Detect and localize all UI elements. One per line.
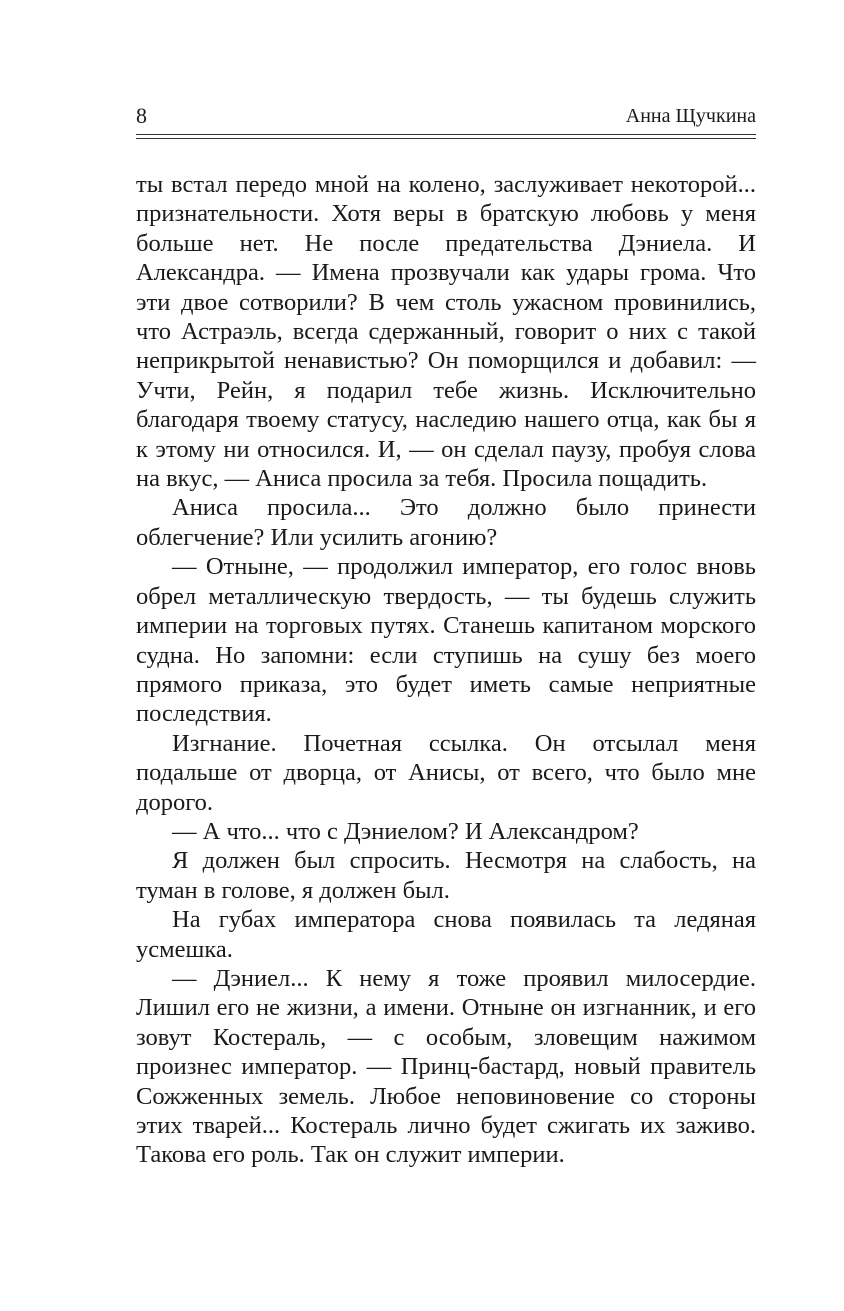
paragraph: ты встал передо мной на колено, заслуживает некоторой... признательности. Хотя веры в братскую любовь у меня больше нет. Не после предательства Дэниела. И Александра. — Имена прозвучали как удары грома. Что эти двое сотворили? В чем столь ужасном провинились, что Астраэль, всегда сдержанный, говорит о них с такой неприкрытой ненавистью? Он поморщился и добавил: — Учти, Рейн, я подарил тебе жизнь. Исключительно благодаря твоему статусу, наследию нашего отца, как бы я к этому ни относился. И, — он сделал паузу, пробуя слова на вкус, — Аниса просила за тебя. Просила пощадить. [136, 171, 756, 493]
paragraph: На губах императора снова появилась та ледяная усмешка. [136, 906, 756, 963]
paragraph: Изгнание. Почетная ссылка. Он отсылал меня подальше от дворца, от Анисы, от всего, что было мне дорого. [136, 729, 756, 816]
page-number: 8 [136, 103, 147, 128]
running-header [136, 103, 756, 131]
paragraph: Аниса просила... Это должно было принести облегчение? Или усилить агонию? [136, 494, 756, 551]
header-rule [136, 134, 756, 135]
paragraph: — А что... что с Дэниелом? И Александром? [172, 817, 639, 845]
paragraph: — Дэниел... К нему я тоже проявил милосердие. Лишил его не жизни, а имени. Отныне он изгнанник, и его зовут Костераль, — с особым, зловещим нажимом произнес император. — Принц-бастард, новый правитель Сожженных земель. Любое неповиновение со стороны этих тварей... Костераль лично будет сжигать их заживо. Такова его роль. Так он служит империи. [136, 964, 756, 1169]
paragraph: Я должен был спросить. Несмотря на слабость, на туман в голове, я должен был. [136, 847, 756, 904]
paragraph: — Отныне, — продолжил император, его голос вновь обрел металлическую твердость, — ты будешь служить империи на торговых путях. Станешь капитаном морского судна. Но запомни: если ступишь на сушу без моего прямого приказа, это будет иметь самые неприятные последствия. [136, 553, 756, 728]
header-rule-double [136, 138, 756, 139]
body-text [136, 170, 756, 1170]
running-head-author: Анна Щучкина [625, 105, 756, 127]
